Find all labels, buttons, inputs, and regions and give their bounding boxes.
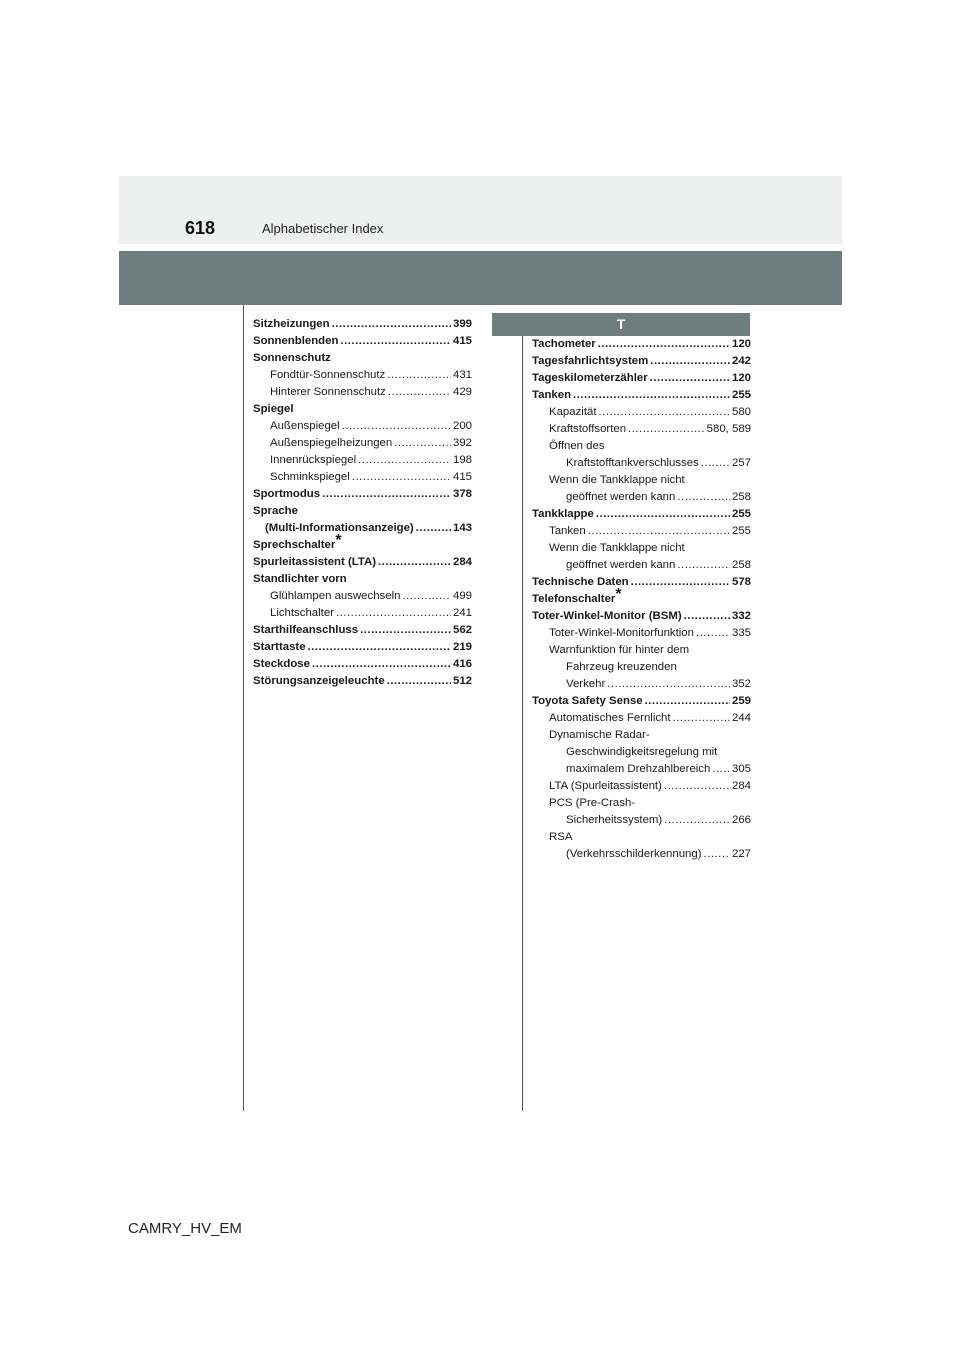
index-entry xyxy=(253,554,472,571)
dot-leader xyxy=(628,421,705,438)
entry-term: (Verkehrsschilderkennung) xyxy=(566,848,702,860)
dot-leader xyxy=(677,489,730,506)
index-column-right xyxy=(532,336,751,863)
entry-term: Tageskilometerzähler xyxy=(532,372,648,384)
index-entry xyxy=(532,421,751,438)
dot-leader xyxy=(684,608,730,625)
entry-page: 332 xyxy=(731,610,751,622)
entry-term: LTA (Spurleitassistent) xyxy=(549,780,662,792)
entry-page: 143 xyxy=(452,522,472,534)
entry-term: Sprechschalter xyxy=(253,539,336,551)
entry-term: Tankklappe xyxy=(532,508,594,520)
entry-page: 258 xyxy=(731,559,751,571)
dot-leader xyxy=(588,523,730,540)
index-entry xyxy=(253,469,472,486)
dot-leader xyxy=(696,625,730,642)
index-entry-heading: Fahrzeug kreuzenden xyxy=(566,661,677,673)
entry-term: Toyota Safety Sense xyxy=(532,695,643,707)
index-entry xyxy=(532,370,751,387)
dot-leader xyxy=(360,622,451,639)
index-entry xyxy=(532,761,751,778)
dot-leader xyxy=(650,370,730,387)
index-entry xyxy=(253,333,472,350)
entry-page: 255 xyxy=(731,389,751,401)
dot-leader xyxy=(416,520,451,537)
entry-page: 255 xyxy=(731,525,751,537)
index-entry xyxy=(253,532,472,554)
dot-leader xyxy=(394,435,451,452)
entry-term: Starttaste xyxy=(253,641,306,653)
entry-term: Sonnenblenden xyxy=(253,335,339,347)
dot-leader xyxy=(645,693,730,710)
entry-page: 392 xyxy=(452,437,472,449)
entry-term: Sicherheitssystem) xyxy=(566,814,663,826)
index-entry xyxy=(532,625,751,642)
footer-code: CAMRY_HV_EM xyxy=(128,1220,242,1237)
entry-page: 120 xyxy=(731,338,751,350)
dot-leader xyxy=(664,812,730,829)
entry-page: 227 xyxy=(731,848,751,860)
entry-term: Tanken xyxy=(549,525,586,537)
index-entry-heading: Sonnenschutz xyxy=(253,352,331,364)
dot-leader xyxy=(388,384,451,401)
index-entry-heading: Spiegel xyxy=(253,403,294,415)
index-entry-heading: Geschwindigkeitsregelung mit xyxy=(566,746,718,758)
entry-term: Sitzheizungen xyxy=(253,318,330,330)
index-entry xyxy=(253,520,472,537)
asterisk-mark: * xyxy=(615,586,622,603)
letter-tab: T xyxy=(492,313,750,336)
entry-term: Telefonschalter xyxy=(532,593,616,605)
entry-page: 257 xyxy=(731,457,751,469)
dot-leader xyxy=(596,506,730,523)
entry-term: geöffnet werden kann xyxy=(566,491,676,503)
index-entry xyxy=(532,387,751,404)
entry-term: Kraftstofftankverschlusses xyxy=(566,457,699,469)
entry-page: 219 xyxy=(452,641,472,653)
entry-term: Tanken xyxy=(532,389,572,401)
index-column-left xyxy=(253,316,472,690)
entry-page: 266 xyxy=(731,814,751,826)
entry-term: Schminkspiegel xyxy=(270,471,350,483)
index-entry-heading: RSA xyxy=(549,831,573,843)
index-entry xyxy=(532,353,751,370)
entry-page: 258 xyxy=(731,491,751,503)
index-entry xyxy=(253,639,472,656)
entry-term: maximalem Drehzahlbereich xyxy=(566,763,711,775)
entry-term: Außenspiegelheizungen xyxy=(270,437,393,449)
entry-term: geöffnet werden kann xyxy=(566,559,676,571)
dot-leader xyxy=(631,574,730,591)
entry-term: Außenspiegel xyxy=(270,420,340,432)
entry-page: 284 xyxy=(452,556,472,568)
entry-page: 198 xyxy=(452,454,472,466)
entry-page: 241 xyxy=(452,607,472,619)
column-rule-middle xyxy=(522,335,523,1111)
entry-page: 499 xyxy=(452,590,472,602)
entry-page: 580 xyxy=(731,406,751,418)
dot-leader xyxy=(673,710,730,727)
index-entry xyxy=(532,812,751,829)
dot-leader xyxy=(573,387,730,404)
index-entry xyxy=(532,608,751,625)
entry-page: 284 xyxy=(731,780,751,792)
index-entry-heading: Sprache xyxy=(253,505,298,517)
dot-leader xyxy=(387,673,451,690)
dot-leader xyxy=(312,656,451,673)
entry-term: Starthilfeanschluss xyxy=(253,624,359,636)
entry-term: Verkehr xyxy=(566,678,606,690)
entry-term: Kraftstoffsorten xyxy=(549,423,627,435)
dot-leader xyxy=(340,333,451,350)
dot-leader xyxy=(677,557,730,574)
dot-leader xyxy=(650,353,730,370)
entry-page: 120 xyxy=(731,372,751,384)
index-entry xyxy=(253,452,472,469)
index-entry xyxy=(253,316,472,333)
page-number: 618 xyxy=(185,218,216,238)
entry-term: Fondtür-Sonnenschutz xyxy=(270,369,386,381)
entry-term: Automatisches Fernlicht xyxy=(549,712,671,724)
index-entry-heading: Wenn die Tankklappe nicht xyxy=(549,474,685,486)
entry-term: Technische Daten xyxy=(532,576,629,588)
dot-leader xyxy=(332,316,451,333)
entry-term: Toter-Winkel-Monitorfunktion xyxy=(549,627,694,639)
dot-leader xyxy=(598,336,730,353)
index-entry-heading: Dynamische Radar- xyxy=(549,729,650,741)
dot-leader xyxy=(712,761,730,778)
entry-page: 431 xyxy=(452,369,472,381)
entry-term: Glühlampen auswechseln xyxy=(270,590,401,602)
index-entry xyxy=(253,673,472,690)
entry-term: Innenrückspiegel xyxy=(270,454,357,466)
dot-leader xyxy=(352,469,451,486)
dot-leader xyxy=(701,455,730,472)
dot-leader xyxy=(342,418,451,435)
entry-term: Steckdose xyxy=(253,658,310,670)
entry-page: 352 xyxy=(731,678,751,690)
index-entry-heading: Warnfunktion für hinter dem xyxy=(549,644,690,656)
index-entry xyxy=(253,486,472,503)
entry-term: Hinterer Sonnenschutz xyxy=(270,386,386,398)
entry-page: 305 xyxy=(731,763,751,775)
index-entry xyxy=(253,588,472,605)
entry-page: 562 xyxy=(452,624,472,636)
entry-term: Toter-Winkel-Monitor (BSM) xyxy=(532,610,682,622)
index-entry xyxy=(532,557,751,574)
entry-page: 255 xyxy=(731,508,751,520)
entry-page: 242 xyxy=(731,355,751,367)
entry-term: Lichtschalter xyxy=(270,607,334,619)
index-entry xyxy=(253,418,472,435)
index-entry xyxy=(532,506,751,523)
index-entry-heading: Öffnen des xyxy=(549,440,605,452)
column-rule-left xyxy=(243,305,244,1111)
entry-term: Spurleitassistent (LTA) xyxy=(253,556,376,568)
dot-leader xyxy=(378,554,451,571)
entry-term: Störungsanzeigeleuchte xyxy=(253,675,385,687)
entry-page: 580, 589 xyxy=(706,423,751,435)
entry-page: 429 xyxy=(452,386,472,398)
index-entry xyxy=(532,523,751,540)
dot-leader xyxy=(402,588,451,605)
header-color-band xyxy=(119,251,842,305)
entry-term: (Multi-Informationsanzeige) xyxy=(265,522,414,534)
entry-term: Sportmodus xyxy=(253,488,321,500)
entry-page: 416 xyxy=(452,658,472,670)
index-entry-heading: Standlichter vorn xyxy=(253,573,347,585)
entry-term: Tagesfahrlichtsystem xyxy=(532,355,649,367)
dot-leader xyxy=(358,452,451,469)
index-entry xyxy=(253,605,472,622)
index-entry xyxy=(532,586,751,608)
entry-page: 335 xyxy=(731,627,751,639)
dot-leader xyxy=(607,676,730,693)
dot-leader xyxy=(704,846,730,863)
entry-term: Tachometer xyxy=(532,338,596,350)
entry-page: 415 xyxy=(452,471,472,483)
index-entry-heading: PCS (Pre-Crash- xyxy=(549,797,636,809)
index-entry xyxy=(532,489,751,506)
index-entry xyxy=(532,693,751,710)
index-entry xyxy=(532,455,751,472)
entry-page: 399 xyxy=(452,318,472,330)
entry-term: Kapazität xyxy=(549,406,597,418)
index-entry xyxy=(532,778,751,795)
index-entry xyxy=(532,676,751,693)
dot-leader xyxy=(664,778,730,795)
index-entry xyxy=(532,574,751,591)
index-entry xyxy=(253,622,472,639)
entry-page: 244 xyxy=(731,712,751,724)
entry-page: 378 xyxy=(452,488,472,500)
index-entry xyxy=(253,656,472,673)
index-entry xyxy=(532,846,751,863)
entry-page: 512 xyxy=(452,675,472,687)
entry-page: 259 xyxy=(731,695,751,707)
index-entry xyxy=(253,367,472,384)
index-entry xyxy=(532,404,751,421)
index-entry xyxy=(532,336,751,353)
entry-page: 200 xyxy=(452,420,472,432)
index-entry-heading: Wenn die Tankklappe nicht xyxy=(549,542,685,554)
entry-page: 415 xyxy=(452,335,472,347)
index-entry xyxy=(532,710,751,727)
dot-leader xyxy=(336,605,451,622)
index-entry xyxy=(253,384,472,401)
dot-leader xyxy=(599,404,730,421)
index-entry xyxy=(253,435,472,452)
header-top-band xyxy=(119,176,842,244)
entry-page: 578 xyxy=(731,576,751,588)
asterisk-mark: * xyxy=(335,532,342,549)
dot-leader xyxy=(387,367,451,384)
dot-leader xyxy=(322,486,451,503)
section-title: Alphabetischer Index xyxy=(262,221,384,236)
dot-leader xyxy=(308,639,451,656)
